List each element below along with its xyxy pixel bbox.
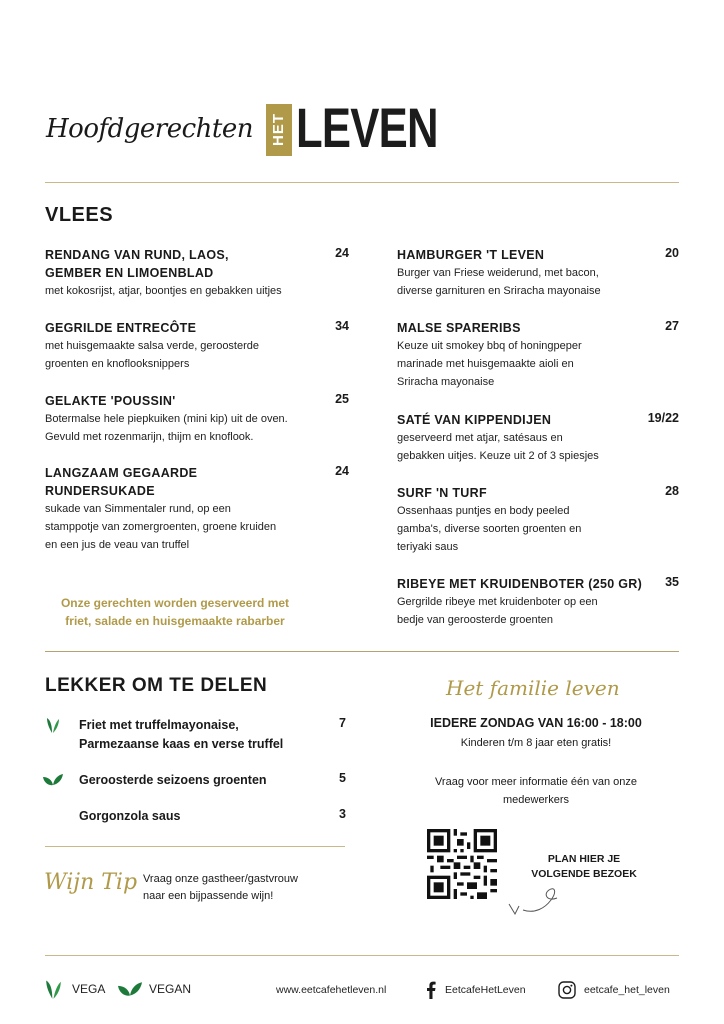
legend-vega: VEGA xyxy=(72,982,106,996)
facebook-link[interactable]: EetcafeHetLeven xyxy=(445,984,526,996)
dish-price: 20 xyxy=(665,246,679,260)
facebook-icon[interactable] xyxy=(426,981,436,999)
dish-name: GELAKTE 'POUSSIN' xyxy=(45,394,176,408)
dish-hamburger xyxy=(397,246,637,300)
dish-price: 24 xyxy=(335,464,349,478)
share-item-groenten: Geroosterde seizoens groenten xyxy=(79,773,267,787)
section-title-delen: LEKKER OM TE DELEN xyxy=(45,675,268,696)
vegan-leaves-icon xyxy=(43,773,63,787)
dish-name: LANGZAAM GEGAARDE RUNDERSUKADE xyxy=(45,466,198,498)
share-item-gorgonzola: Gorgonzola saus xyxy=(79,809,181,823)
section-script-title: Hoofdgerechten xyxy=(46,114,253,144)
wine-tip-text: Vraag onze gastheer/gastvrouw naar een bijpassende wijn! xyxy=(143,873,298,902)
logo-het: HET xyxy=(266,104,292,156)
dish-price: 27 xyxy=(665,319,679,333)
dish-description: geserveerd met atjar, satésaus en gebakken uitjes. Keuze uit 2 of 3 spiesjes xyxy=(397,432,599,462)
side-dishes-note: Onze gerechten worden geserveerd met friet, salade en huisgemaakte rabarber xyxy=(60,596,290,628)
footer-divider xyxy=(45,955,679,956)
dish-surf-n-turf xyxy=(397,484,637,556)
dish-name: GEGRILDE ENTRECÔTE xyxy=(45,321,197,335)
share-divider xyxy=(45,846,345,847)
family-heading: IEDERE ZONDAG VAN 16:00 - 18:00 xyxy=(430,716,642,730)
logo-leven: LEVEN xyxy=(296,96,438,159)
share-price: 7 xyxy=(339,716,346,730)
legend-vegan: VEGAN xyxy=(149,982,192,996)
dish-name: MALSE SPARERIBS xyxy=(397,321,521,335)
arrow-icon xyxy=(505,884,565,918)
dish-price: 28 xyxy=(665,484,679,498)
vega-leaf-icon xyxy=(46,716,60,734)
vegan-leaves-icon xyxy=(118,981,142,998)
dish-description: sukade van Simmentaler rund, op een stamppotje van zomergroenten, groene kruiden en een jus de veau van truffel xyxy=(45,503,277,551)
family-subtext: Kinderen t/m 8 jaar eten gratis! xyxy=(460,737,612,749)
dish-price: 19/22 xyxy=(647,411,679,425)
dish-price: 35 xyxy=(665,575,679,589)
dish-ribeye xyxy=(397,575,657,629)
dish-price: 24 xyxy=(335,246,349,260)
dish-description: Gergrilde ribeye met kruidenboter op een bedje van geroosterde groenten xyxy=(397,596,598,626)
wine-tip-script: Wijn Tip xyxy=(44,870,138,895)
dish-name: RIBEYE MET KRUIDENBOTER (250 GR) xyxy=(397,577,643,591)
header-divider xyxy=(45,182,679,183)
dish-name: HAMBURGER 'T LEVEN xyxy=(397,248,545,262)
vega-leaf-icon xyxy=(45,978,62,1000)
dish-name: RENDANG VAN RUND, LAOS, GEMBER EN LIMOENBLAD xyxy=(45,248,229,280)
share-price: 3 xyxy=(339,807,346,821)
plan-visit-label: PLAN HIER JE VOLGENDE BEZOEK xyxy=(531,853,637,880)
vlees-divider xyxy=(45,651,679,652)
dish-price: 34 xyxy=(335,319,349,333)
share-item-friet: Friet met truffelmayonaise, Parmezaanse kaas en verse truffel xyxy=(79,718,284,751)
dish-name: SATÉ VAN KIPPENDIJEN xyxy=(397,413,552,427)
instagram-link[interactable]: eetcafe_het_leven xyxy=(584,984,670,996)
dish-price: 25 xyxy=(335,392,349,406)
dish-spareribs xyxy=(397,319,637,391)
website-link[interactable]: www.eetcafehetleven.nl xyxy=(276,984,387,996)
dish-sate xyxy=(397,411,637,465)
dish-description: Ossenhaas puntjes en body peeled gamba's, diverse soorten groenten en teriyaki saus xyxy=(397,505,582,553)
dish-description: Keuze uit smokey bbq of honingpeper marinade met huisgemaakte aioli en Sriracha mayonaise xyxy=(397,340,582,388)
dish-name: SURF 'N TURF xyxy=(397,486,487,500)
instagram-icon[interactable] xyxy=(558,981,576,999)
family-script: Het familie leven xyxy=(446,676,620,700)
family-info: Vraag voor meer informatie één van onze medewerkers xyxy=(435,776,637,806)
dish-description: met kokosrijst, atjar, boontjes en gebakken uitjes xyxy=(45,285,282,297)
dish-description: met huisgemaakte salsa verde, geroosterde groenten en knoflooksnippers xyxy=(45,340,260,370)
dish-description: Botermalse hele piepkuiken (mini kip) uit de oven. Gevuld met rozenmarijn, thijm en knoflook. xyxy=(45,413,288,443)
qr-code-icon[interactable] xyxy=(427,829,497,899)
share-price: 5 xyxy=(339,771,346,785)
section-title-vlees: VLEES xyxy=(45,204,114,226)
dish-description: Burger van Friese weiderund, met bacon, diverse garnituren en Sriracha mayonaise xyxy=(397,267,601,297)
